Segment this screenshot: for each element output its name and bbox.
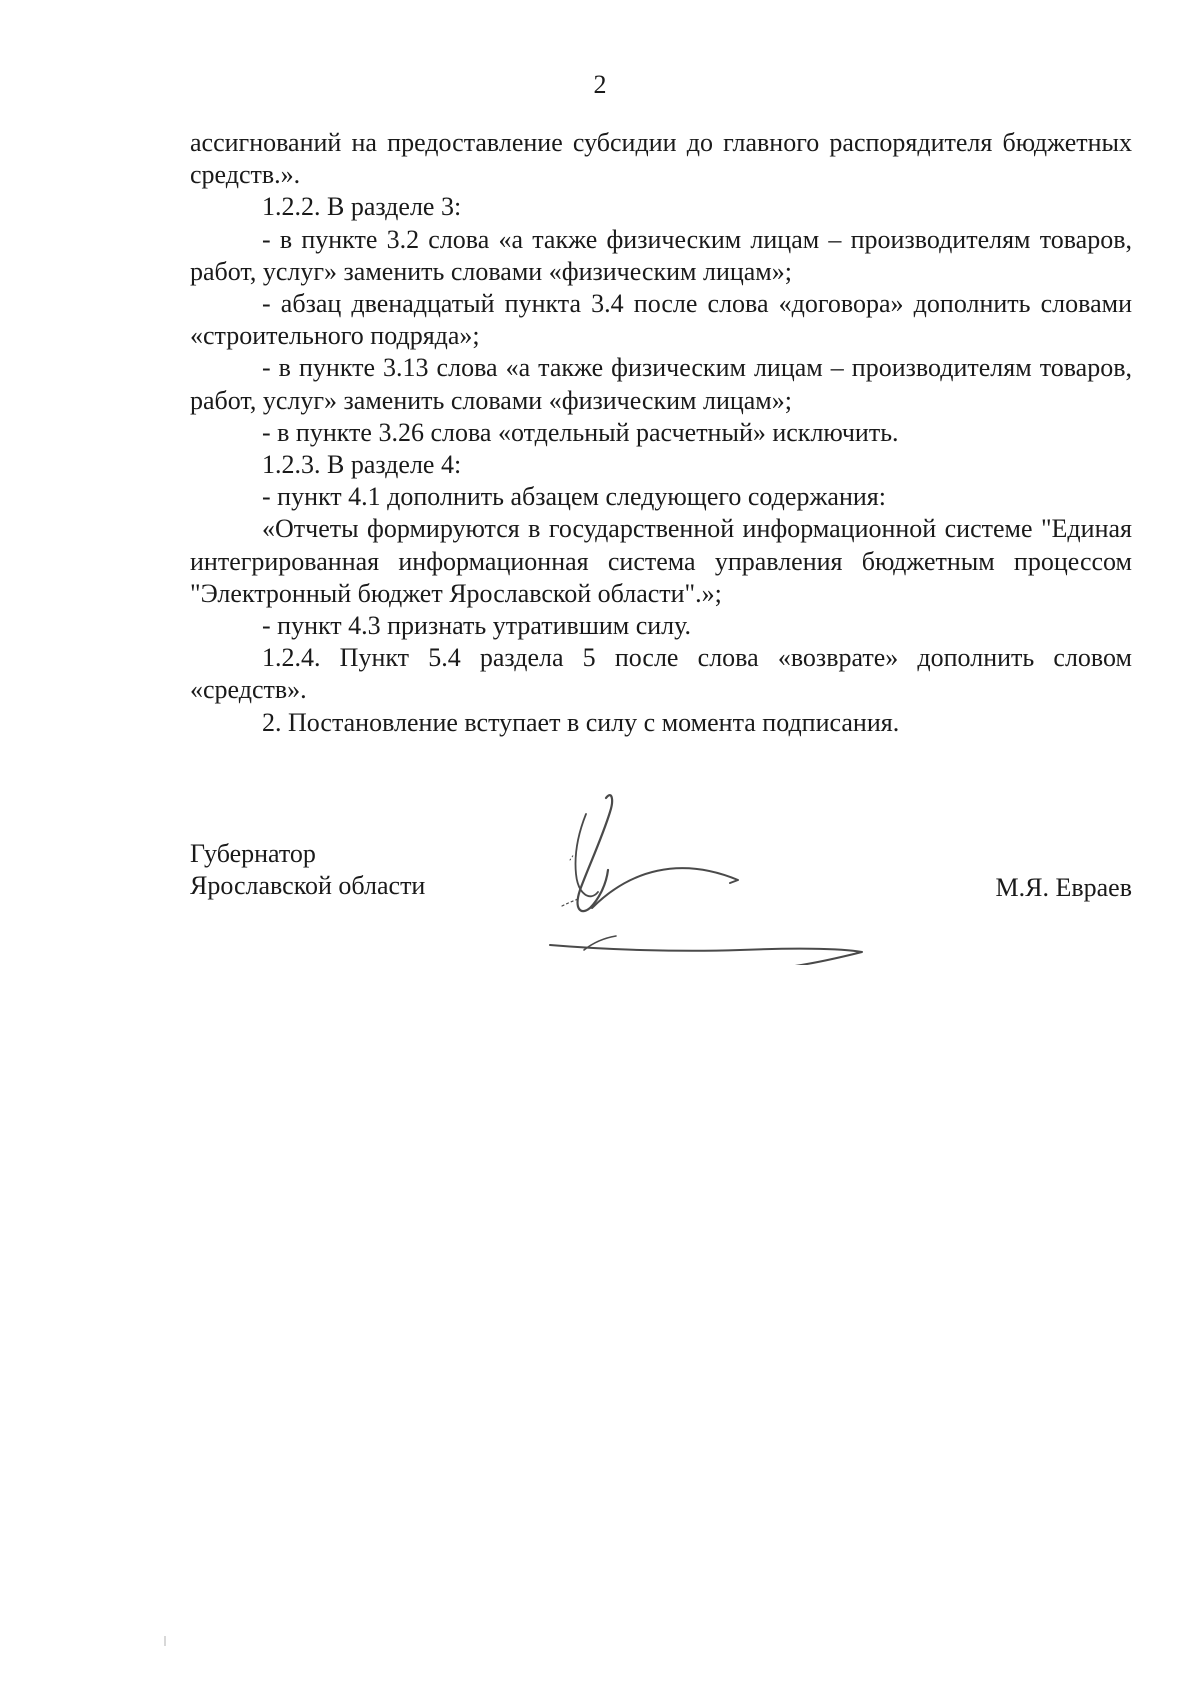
paragraph-effective-date: 2. Постановление вступает в силу с момента подписания.	[262, 707, 900, 737]
paragraph-item-5-4: 1.2.4. Пункт 5.4 раздела 5 после слова «возврате» дополнить словом «средств».	[190, 643, 1132, 705]
paragraph-item-3-4: - абзац двенадцатый пункта 3.4 после слова «договора» дополнить словами «строительного подряда»;	[190, 289, 1132, 351]
document-body	[190, 127, 1132, 739]
signatory-title-line-1: Губернатор	[190, 839, 316, 868]
paragraph-item-3-13: - в пункте 3.13 слова «а также физическим лицам – производителям товаров, работ, услуг» заменить словами «физическим лицам»;	[190, 353, 1132, 415]
signatory-name: М.Я. Евраев	[995, 873, 1132, 902]
paragraph-section-3-heading: 1.2.2. В разделе 3:	[262, 192, 462, 222]
paragraph-item-3-2: - в пункте 3.2 слова «а также физическим лицам – производителям товаров, работ, услуг» заменить словами «физическим лицам»;	[190, 224, 1132, 286]
paragraph-reports-quote: «Отчеты формируются в государственной информационной системе "Единая интегрированная информационная система управления бюджетным процессом "Электронный бюджет Ярославской области".»;	[190, 514, 1132, 608]
signatory-title	[190, 838, 425, 902]
handwritten-signature-icon	[540, 790, 910, 965]
paragraph-item-4-3: - пункт 4.3 признать утратившим силу.	[262, 611, 692, 641]
page-number: 2	[593, 70, 607, 99]
signatory-title-line-2: Ярославской области	[190, 871, 426, 900]
paragraph-item-3-26: - в пункте 3.26 слова «отдельный расчетный» исключить.	[262, 417, 899, 447]
paragraph-section-4-heading: 1.2.3. В разделе 4:	[262, 450, 462, 480]
scan-artifact	[164, 1636, 166, 1646]
paragraph-continuation: ассигнований на предоставление субсидии до главного распорядителя бюджетных средств.».	[190, 128, 1132, 190]
paragraph-item-4-1: - пункт 4.1 дополнить абзацем следующего содержания:	[262, 482, 886, 512]
